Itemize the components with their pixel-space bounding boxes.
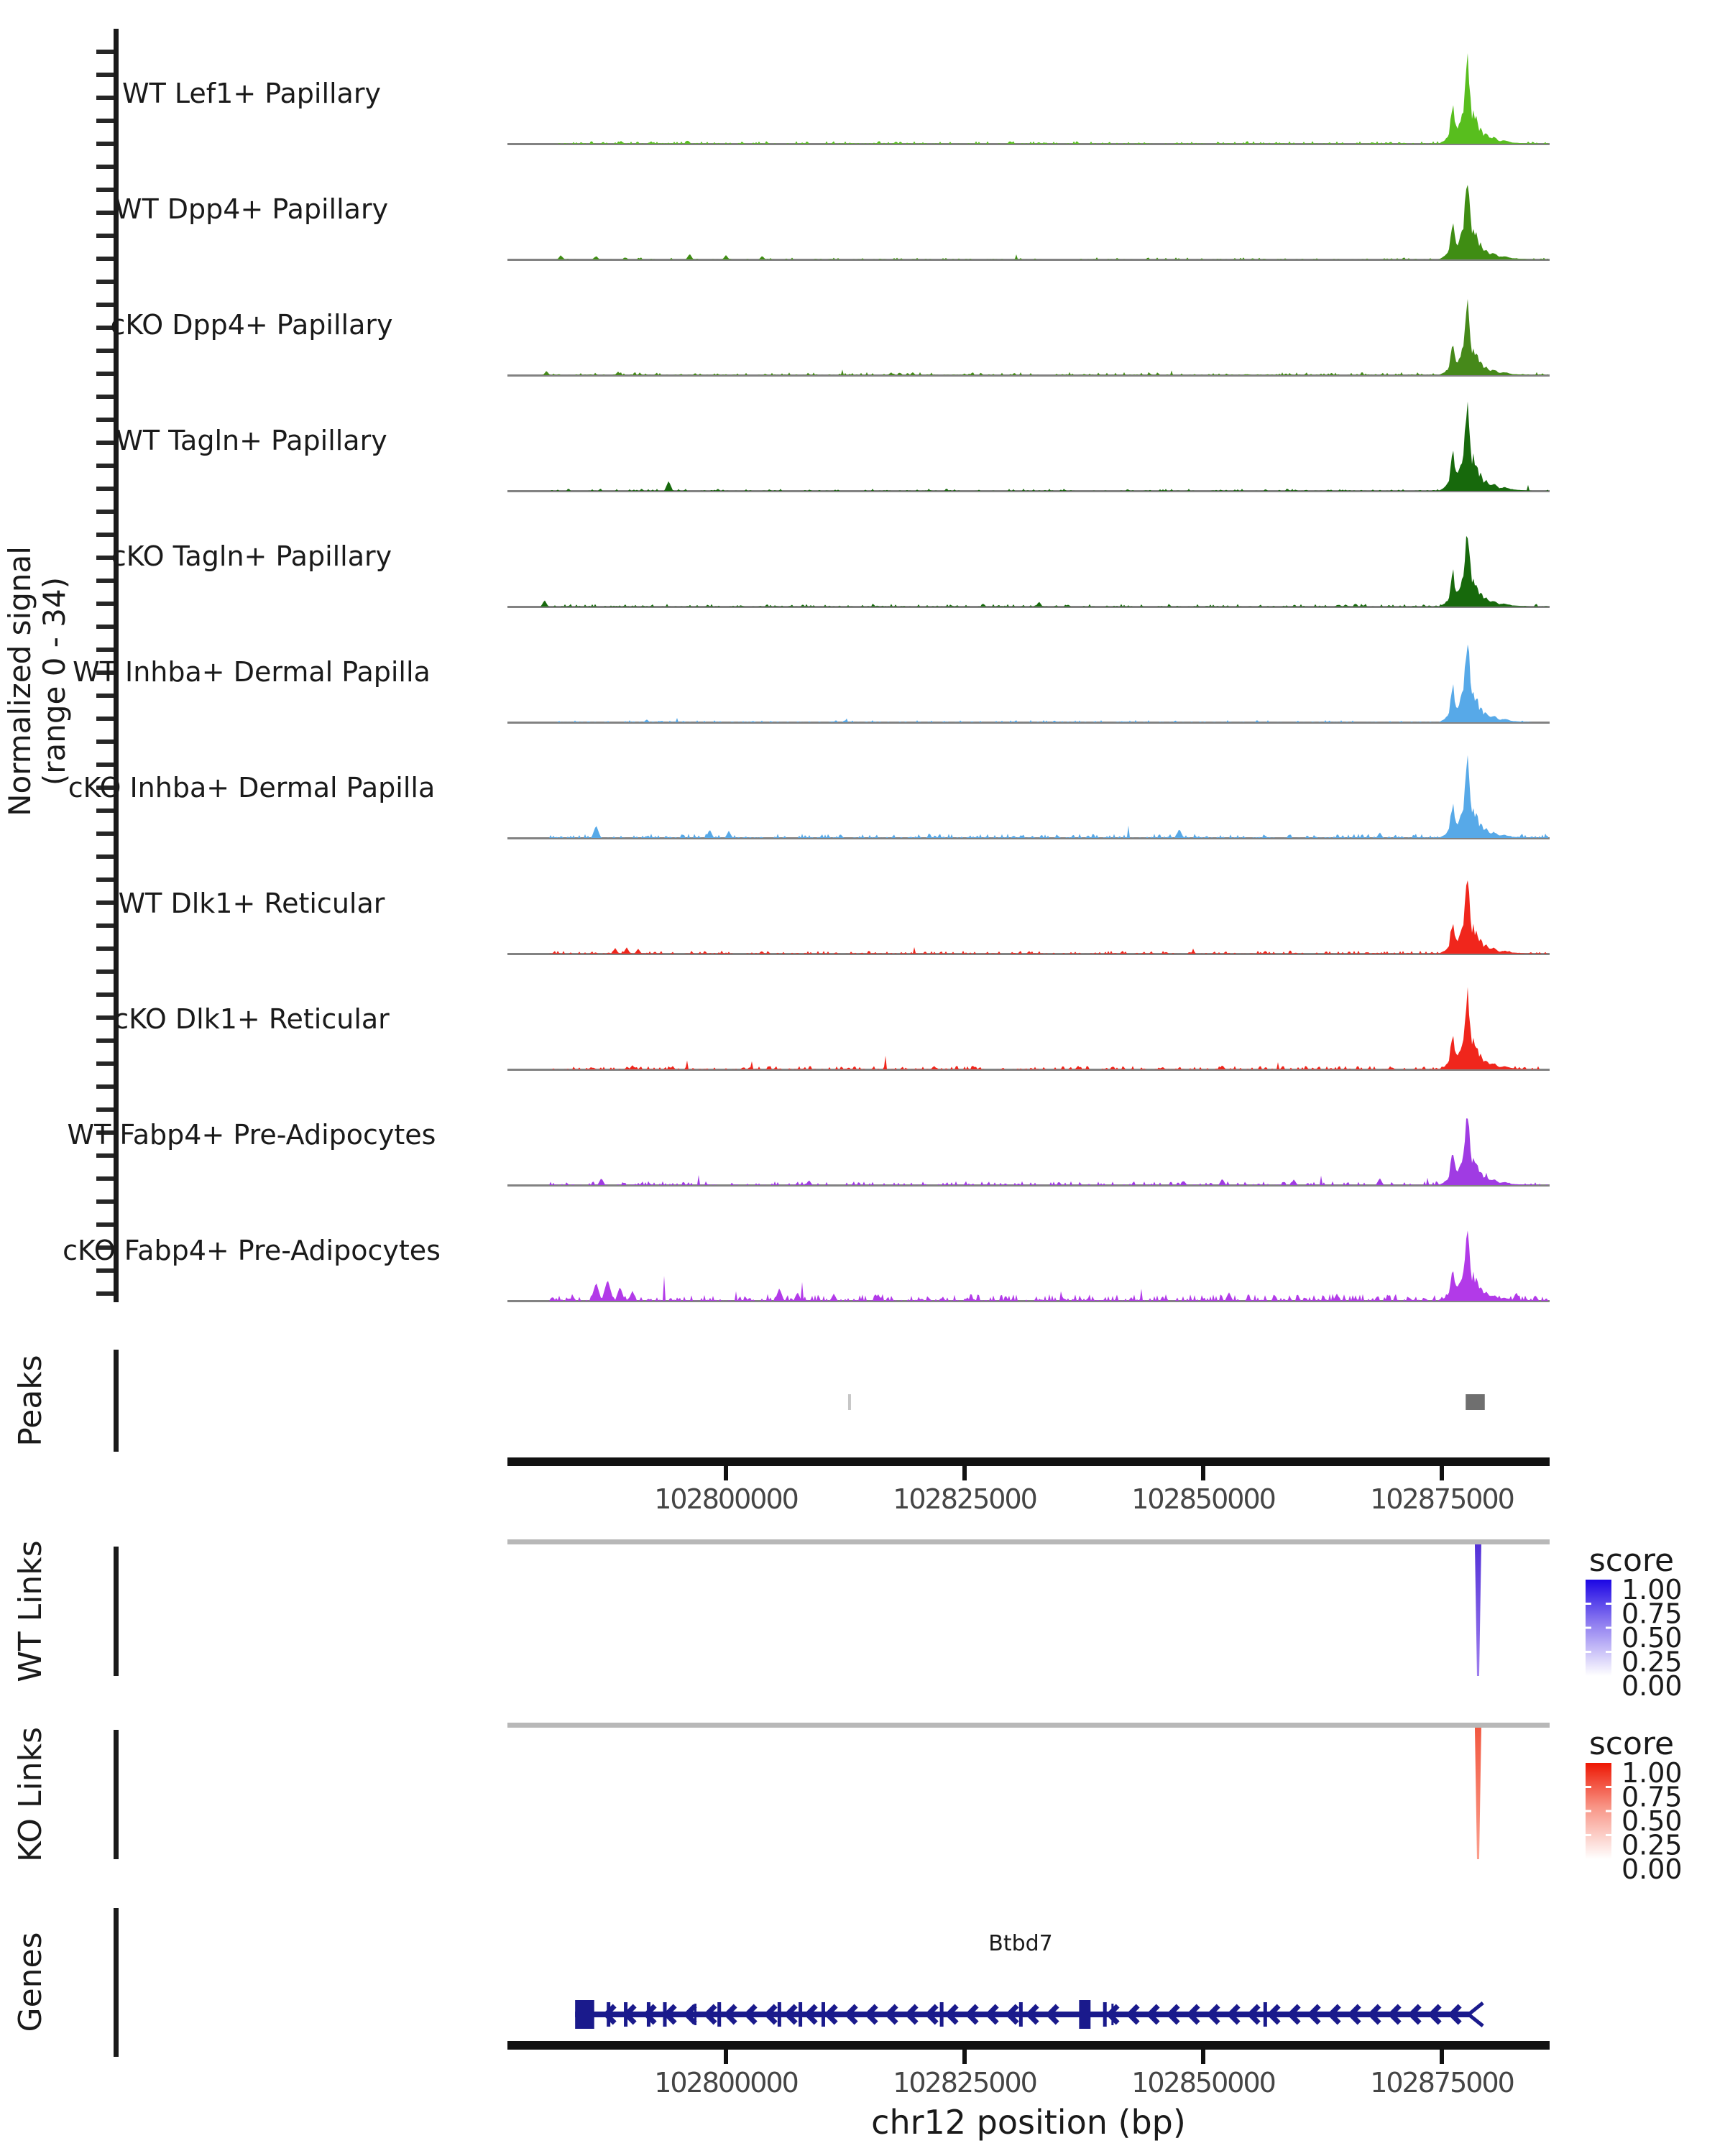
signal-y-axis-tick [96,1153,114,1158]
score-legend-tick-label: 1.00 [1622,1757,1683,1789]
signal-y-axis-tick [96,142,114,146]
signal-y-axis-tick [96,1084,114,1089]
signal-y-axis-tick [96,1176,114,1181]
score-legend-notch [1606,1810,1611,1812]
signal-y-axis-tick [96,372,114,376]
ko-score-legend-title: score [1588,1726,1675,1762]
score-legend-notch [1606,1786,1611,1788]
signal-y-axis-tick [96,625,114,629]
score-legend-notch [1606,1627,1611,1629]
coverage-signal-path [507,536,1548,607]
coverage-signal-path [507,1118,1548,1185]
signal-y-axis-tick [96,808,114,813]
gene-exon-tick [717,2002,721,2027]
score-legend-notch [1586,1651,1591,1653]
signal-y-axis-tick [96,73,114,77]
signal-y-axis-tick [96,119,114,123]
signal-y-axis-tick [96,969,114,974]
score-legend-tick-label: 0.50 [1622,1805,1683,1837]
signal-y-axis-tick [96,854,114,859]
signal-tracks [63,53,1550,1302]
signal-y-axis-tick [96,992,114,997]
ruler-bar [507,2041,1550,2050]
signal-y-axis-tick [96,188,114,192]
signal-y-axis-tick [96,1199,114,1204]
score-legend-notch [1586,1627,1591,1629]
signal-y-axis-tick [96,877,114,882]
genes-panel [575,1931,1483,2029]
y-axis-title-line2: (range 0 - 34) [37,576,72,786]
ruler-tick [1201,2050,1205,2064]
signal-y-axis-tick [96,533,114,537]
score-legend-tick-label: 0.00 [1622,1853,1683,1885]
peak-interval [848,1394,851,1410]
coverage-signal-path [507,1230,1548,1301]
track-label: cKO Inhba+ Dermal Papilla [68,772,436,803]
coverage-signal-path [507,755,1548,838]
track-baseline [507,374,1550,377]
gene-end-arrow-icon [1468,2003,1483,2026]
gene-exon-block [575,2000,594,2029]
y-axis-title-line1: Normalized signal [2,546,37,816]
peak-interval [1466,1394,1485,1410]
track-baseline [507,259,1550,261]
score-legend-tick-label: 0.00 [1622,1670,1683,1702]
wt-score-legend-title: score [1588,1542,1675,1579]
signal-y-axis-tick [96,946,114,951]
signal-y-axis-tick [96,579,114,583]
x-axis-title: chr12 position (bp) [871,2103,1186,2142]
signal-track [114,987,1550,1072]
track-label: WT Dlk1+ Reticular [118,888,385,919]
signal-y-axis-tick [96,602,114,606]
signal-y-axis-tick [96,280,114,284]
signal-track [63,1230,1550,1302]
signal-y-axis-tick [96,717,114,721]
signal-track [115,185,1550,261]
signal-track [68,755,1550,839]
score-legend-notch [1586,1810,1591,1812]
signal-y-axis-tick [96,510,114,514]
signal-track [119,880,1550,955]
signal-y-axis-tick [96,165,114,169]
track-label: WT Lef1+ Papillary [122,78,381,109]
track-label: WT Inhba+ Dermal Papilla [73,656,431,688]
coverage-signal-path [507,53,1548,144]
score-legend-notch [1586,1786,1591,1788]
track-baseline [507,143,1550,145]
signal-y-axis-tick [96,1107,114,1112]
signal-y-axis-tick [96,694,114,698]
panel-label-peaks: Peaks [12,1355,49,1447]
signal-track [110,299,1550,377]
wt-links-panel [507,1539,1550,1676]
signal-y-axis-tick [96,1038,114,1043]
signal-y-axis-tick [96,50,114,54]
coverage-signal-path [507,402,1548,491]
track-label: cKO Fabp4+ Pre-Adipocytes [63,1235,441,1266]
signal-track [73,645,1550,724]
score-legend-notch [1606,1651,1611,1653]
gene-exon-block [1079,2000,1090,2029]
signal-y-axis-tick [96,1291,114,1296]
coverage-signal-path [507,299,1548,375]
gene-exon-tick [778,2002,781,2027]
signal-y-axis-tick [96,923,114,928]
signal-y-axis-tick [96,740,114,744]
ruler-tick [1440,1466,1444,1480]
signal-y-axis-tick [96,648,114,652]
genomic-ruler-top [507,1457,1550,1515]
signal-y-axis-tick [96,418,114,422]
signal-y-axis-tick [96,395,114,399]
signal-y-axis-tick [96,303,114,307]
signal-y-axis-tick [96,763,114,767]
ruler-tick-label: 102800000 [654,2067,798,2099]
panel-label-ko-links: KO Links [12,1726,49,1863]
signal-y-axis-tick [96,464,114,468]
gene-name-label: Btbd7 [988,1931,1053,1956]
track-label: WT Dpp4+ Papillary [114,193,389,225]
signal-y-axis-tick [96,487,114,491]
score-legend-tick-label: 0.25 [1622,1829,1683,1861]
gene-exon-tick [799,2002,802,2027]
ko-links-axis-segment [114,1730,119,1859]
ruler-tick [962,1466,967,1480]
ruler-tick-label: 102850000 [1131,1483,1275,1515]
peaks-track [848,1394,1485,1410]
signal-y-axis-tick [96,1015,114,1020]
track-label: WT Tagln+ Papillary [116,425,387,456]
signal-track [111,536,1550,608]
score-legend-tick-label: 0.75 [1622,1598,1683,1630]
score-legend-tick-label: 0.75 [1622,1781,1683,1813]
score-legend-tick-label: 0.50 [1622,1622,1683,1654]
ruler-tick-label: 102875000 [1370,1483,1514,1515]
peaks-axis-segment [114,1350,119,1452]
signal-y-axis-tick [96,1222,114,1227]
track-label: cKO Tagln+ Papillary [111,540,392,572]
coverage-signal-path [507,185,1548,259]
signal-y-axis-tick [96,349,114,353]
ruler-tick-label: 102825000 [893,1483,1036,1515]
track-baseline [507,490,1550,492]
link-line [1475,1728,1481,1859]
signal-track [68,1118,1550,1187]
track-label: cKO Dpp4+ Papillary [110,309,393,341]
ko-links-baseline [507,1723,1550,1728]
ruler-bar [507,1457,1550,1466]
panel-label-genes: Genes [12,1932,49,2032]
signal-y-axis-tick [96,1061,114,1066]
ruler-tick [1201,1466,1205,1480]
signal-y-axis-tick [96,96,114,100]
signal-y-axis-tick [96,257,114,261]
signal-y-axis-tick [96,900,114,905]
ruler-tick [724,1466,728,1480]
ruler-tick [724,2050,728,2064]
gene-exon-tick [1264,2002,1267,2027]
track-label: WT Fabp4+ Pre-Adipocytes [67,1119,436,1151]
signal-y-axis-tick [96,831,114,836]
score-legend-tick-label: 1.00 [1622,1574,1683,1606]
ruler-tick-label: 102850000 [1131,2067,1275,2099]
ruler-tick [962,2050,967,2064]
ko-score-legend [1586,1726,1683,1885]
signal-y-axis-tick [96,441,114,445]
ruler-tick [1440,2050,1444,2064]
genomic-ruler-bottom [507,2041,1550,2099]
ruler-tick-label: 102875000 [1370,2067,1514,2099]
score-legend-tick-label: 0.25 [1622,1646,1683,1678]
genes-axis-segment [114,1908,119,2057]
signal-y-axis-tick [96,234,114,238]
gene-exon-tick [940,2002,944,2027]
track-baseline [507,722,1550,724]
score-legend-notch [1586,1603,1591,1605]
panel-label-wt-links: WT Links [12,1540,49,1682]
ko-links-panel [507,1723,1550,1859]
ruler-tick-label: 102825000 [893,2067,1036,2099]
gene-exon-tick [1019,2002,1023,2027]
ruler-tick-label: 102800000 [654,1483,798,1515]
signal-track [116,402,1550,492]
track-label: cKO Dlk1+ Reticular [114,1003,390,1035]
link-line [1475,1544,1481,1676]
wt-links-baseline [507,1539,1550,1544]
coverage-signal-path [507,987,1548,1070]
score-legend-notch [1586,1834,1591,1836]
coverage-signal-path [507,645,1548,722]
score-legend-notch [1606,1603,1611,1605]
signal-y-axis-tick [96,1268,114,1273]
wt-links-axis-segment [114,1547,119,1676]
coverage-signal-path [507,880,1548,954]
signal-track [122,53,1550,145]
signal-y-axis-tick [96,211,114,215]
score-legend-notch [1606,1834,1611,1836]
wt-score-legend [1586,1542,1683,1702]
